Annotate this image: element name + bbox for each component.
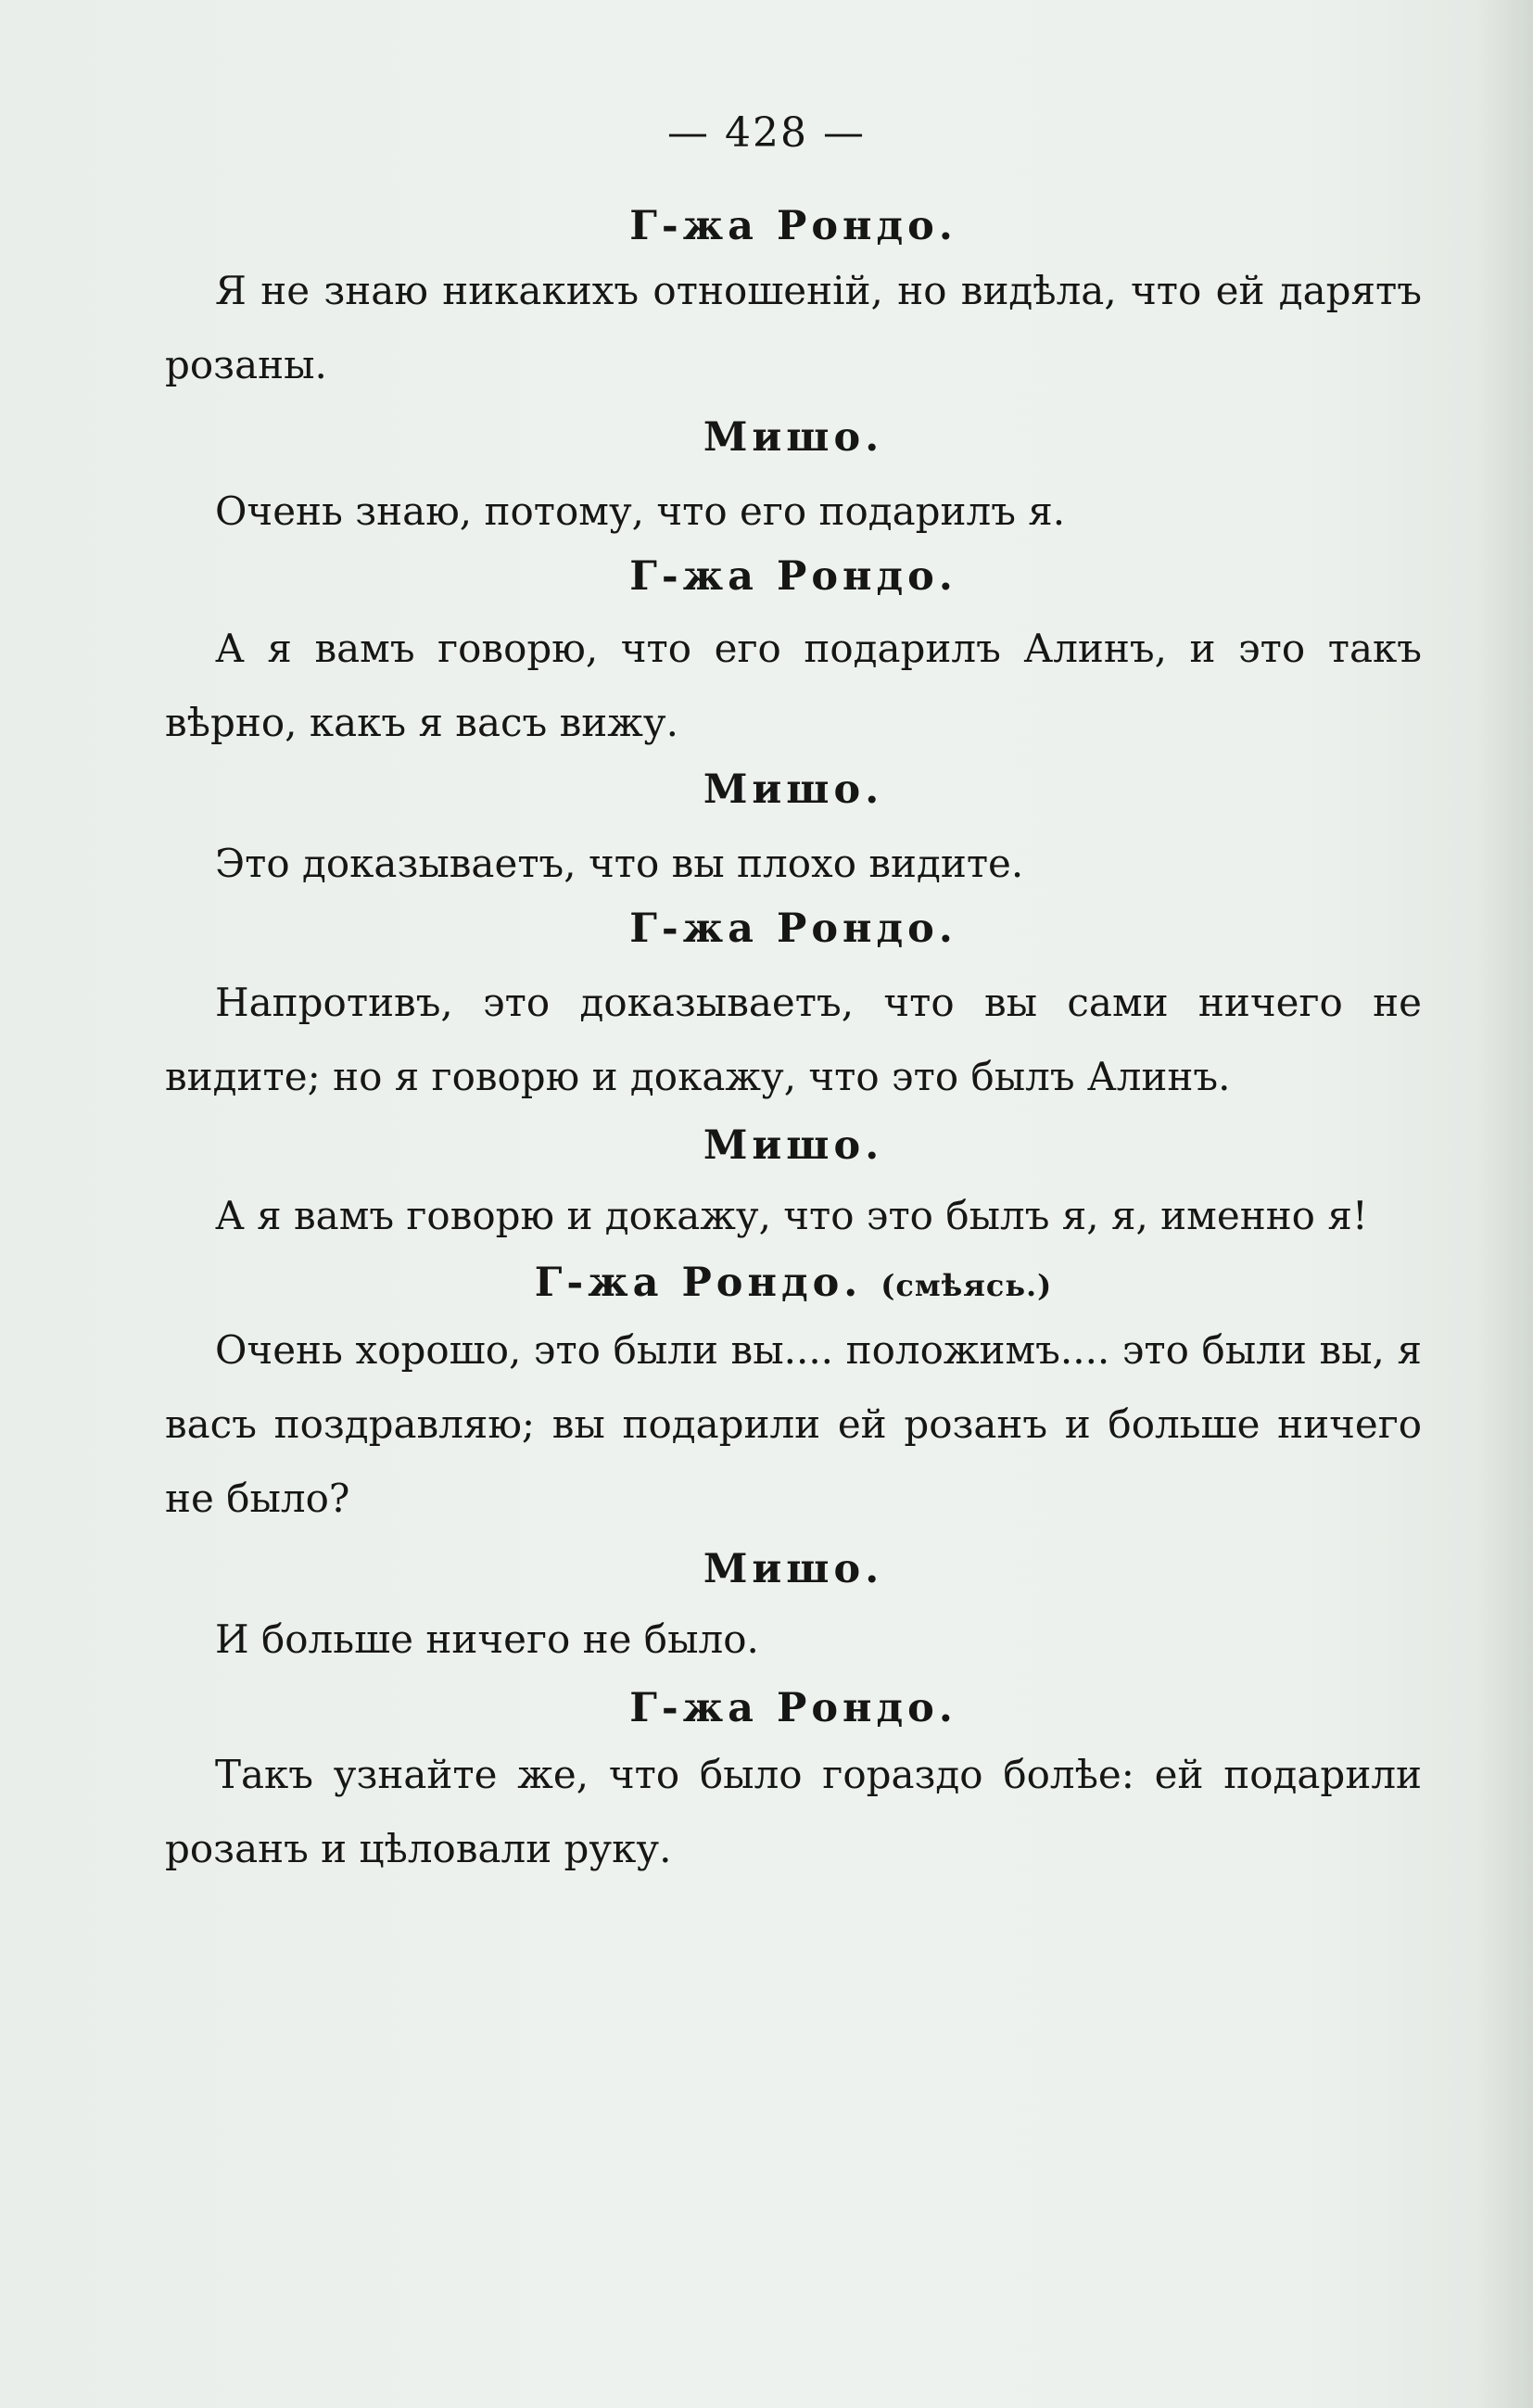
speaker-heading: Г-жа Рондо.	[629, 1685, 957, 1731]
speaker-heading: Г-жа Рондо.	[629, 203, 957, 249]
speaker-heading: Мишо.	[703, 414, 884, 461]
speaker-heading: Г-жа Рондо.	[629, 553, 957, 600]
dialogue-line: Я не знаю никакихъ отношеній, но видѣла, что ей дарятъ розаны.	[165, 268, 1422, 387]
speaker-heading: Г-жа Рондо.	[629, 906, 957, 952]
stage-direction: (смѣясь.)	[881, 1268, 1053, 1303]
dialogue-line: Это доказываетъ, что вы плохо видите.	[215, 841, 1024, 886]
dialogue-line: Очень знаю, потому, что его подарилъ я.	[215, 488, 1066, 534]
dialogue-line: А я вамъ говорю, что его подарилъ Алинъ, и это такъ вѣрно, какъ я васъ вижу.	[165, 626, 1422, 745]
dialogue-block	[165, 198, 1422, 1886]
page-edge-shadow	[1477, 0, 1533, 2408]
dialogue-line: А я вамъ говорю и докажу, что это былъ я, я, именно я!	[215, 1193, 1368, 1238]
speaker-heading: Мишо.	[703, 1122, 884, 1169]
dialogue-line: Напротивъ, это доказываетъ, что вы сами ничего не видите; но я говорю и докажу, что это былъ Алинъ.	[165, 980, 1422, 1099]
dialogue-line: И больше ничего не было.	[215, 1616, 759, 1662]
speaker-heading: Мишо.	[703, 767, 884, 813]
page-number: — 428 —	[667, 109, 866, 157]
speaker-heading: Г-жа Рондо. (смѣясь.)	[534, 1260, 1053, 1306]
dialogue-line: Такъ узнайте же, что было гораздо болѣе: ей подарили розанъ и цѣловали руку.	[165, 1752, 1422, 1871]
dialogue-line: Очень хорошо, это были вы.... положимъ.... это были вы, я васъ поздравляю; вы подарили ей розанъ и больше ничего не было?	[165, 1327, 1422, 1521]
speaker-heading: Мишо.	[703, 1546, 884, 1592]
